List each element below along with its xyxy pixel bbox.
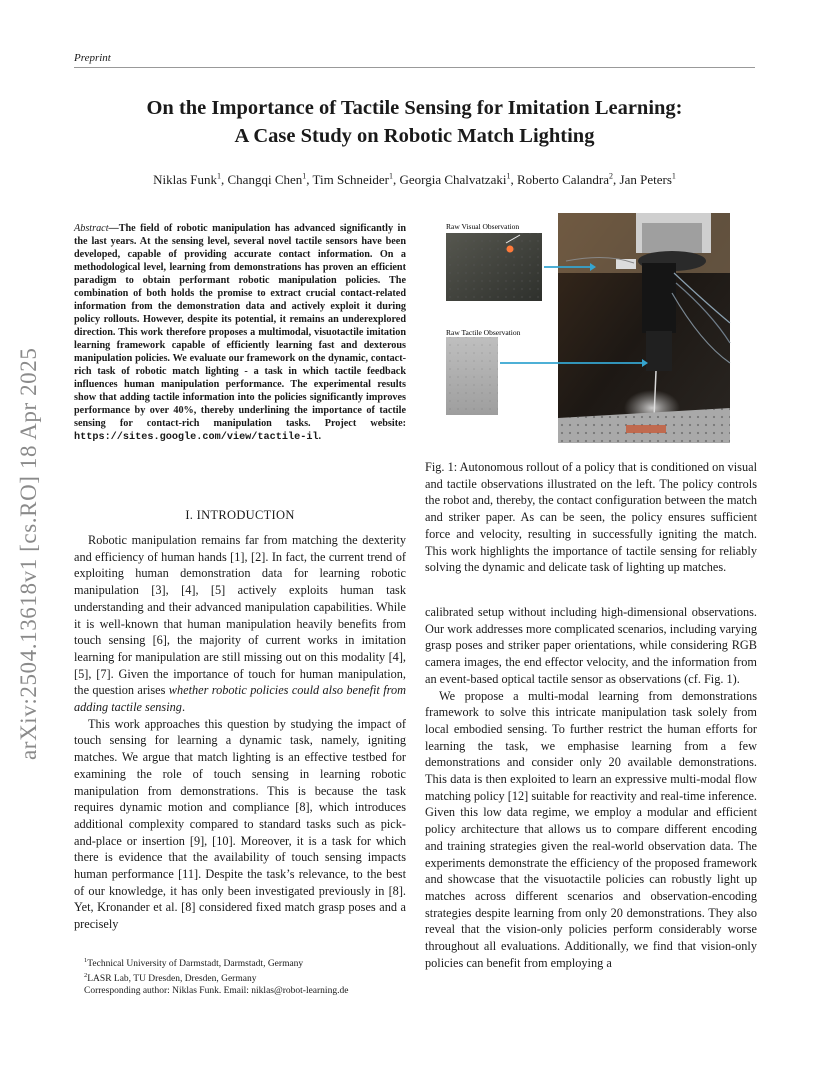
author-2: Changqi Chen$^1$, [227, 172, 313, 188]
figure-1-image [446, 213, 758, 443]
author-6: Jan Peters$^1$ [619, 172, 676, 188]
footnotes [84, 955, 414, 997]
author-5: Roberto Calandra$^2$, [516, 172, 620, 188]
header-rule [74, 67, 755, 68]
author-4: Georgia Chalvatzaki$^1$, [399, 172, 517, 188]
right-paragraph-2: We propose a multi-modal learning from demonstrations framework to solve this intricate manipulation task solely from local embodied sensing. To further restrict the human efforts for learning the task, we emphasise learning from a few demonstrations and consider only 20 available demonstrations. This data is then exploited to learn an expressive multi-modal flow matching policy [12] suitable for reactivity and real-time inference. Given this low data regime, we employ a modular and efficient policy architecture that allows us to compare different encoding and training strategies given the real-world observation data. The experiments demonstrate the efficiency of the proposed framework and showcase that the visuotactile policies can robustly light up matches across different scenarios and observation-encoding strategies despite learning from only 20 demonstrations. They also reveal that the vision-only policies perform considerably worse throughout all evaluations. Additionally, we find that vision-only policies can benefit from employing a [425, 688, 757, 970]
arxiv-identifier: arXiv:2504.13618v1 [cs.RO] 18 Apr 2025 [16, 347, 41, 760]
title-line-1: On the Importance of Tactile Sensing for Imitation Learning: [146, 97, 683, 119]
footnote-corresponding: Corresponding author: Niklas Funk. Email: niklas@robot-learning.de [84, 986, 349, 997]
figure-1-caption: Fig. 1: Autonomous rollout of a policy that is conditioned on visual and tactile observations illustrated on the left. The policy controls the robot and, thereby, the contact configuration between the match and striker paper. As can be seen, the policy ensures sufficient force and velocity, resulting in successfully igniting the match. This work highlights the importance of tactile sensing for reliably solving the dynamic and delicate task of lighting up matches. [425, 460, 757, 575]
author-1: Niklas Funk$^1$, [153, 172, 228, 188]
figure-1 [446, 213, 758, 443]
footnote-1: $^1$Technical University of Darmstadt, Darmstadt, Germany [84, 957, 304, 970]
abstract-text: The field of robotic manipulation has advanced significantly in the last years. At the sensing level, several novel tactile sensors have been developed, capable of providing accurate contact information. On a methodological level, learning from demonstrations has proven an efficient paradigm to obtain performant robotic manipulation policies. The combination of both holds the promise to extract crucial contact-related information from the demonstration data and actively exploit it during policy rollouts. However, despite its potential, it remains an underexplored direction. This work therefore proposes a multimodal, visuotactile imitation learning framework capable of efficiently learning fast and dexterous manipulation policies. We evaluate our framework on the dynamic, contact-rich task of robotic match lighting - a task in which tactile feedback influences human manipulation performance. The experimental results show that adding tactile information into the policies significantly improves performance by over 40%, thereby underlining the importance of tactile sensing for contact-rich manipulation tasks. Project website: [74, 223, 406, 429]
right-column-body [425, 604, 757, 971]
project-website-link[interactable]: https://sites.google.com/view/tactile-il [74, 432, 319, 443]
abstract: Abstract—The field of robotic manipulation has advanced significantly in the last years. At the sensing level, several novel tactile sensors have been developed, capable of providing accurate contact information. On a methodological level, learning from demonstrations has proven an efficient paradigm to obtain performant robotic manipulation policies. The combination of both holds the promise to extract crucial contact-related information from the demonstration data and actively exploit it during policy rollouts. However, despite its potential, it remains an underexplored direction. This work therefore proposes a multimodal, visuotactile imitation learning framework capable of efficiently learning fast and dexterous manipulation policies. We evaluate our framework on the dynamic, contact-rich task of robotic match lighting - a task in which tactile feedback influences human manipulation performance. The experimental results show that adding tactile information into the policies significantly improves performance by over 40%, thereby underlining the importance of tactile sensing for contact-rich manipulation tasks. Project website: https://sites.google.com/view/tactile-il. [74, 223, 406, 443]
title-line-2: A Case Study on Robotic Match Lighting [234, 125, 595, 147]
author-3: Tim Schneider$^1$, [312, 172, 400, 188]
intro-paragraph-2: This work approaches this question by studying the impact of touch sensing for learning a dynamic task, namely, igniting matches. We argue that match lighting is an effective testbed for examining the role of touch sensing in learning robotic manipulation from demonstrations. This is because the task requires dynamic motion and compliance [8], which introduces additional complexity compared to standard tasks such as pick-and-place or insertion [9], [10]. Moreover, it is a task for which there is evidence that the availability of touch sensing impacts human performance [11]. Despite the task’s relevance, to the best of our knowledge, it has only been investigated previously in [8]. Yet, Kronander et al. [8] considered fixed match grasp poses and a precisely [74, 716, 406, 932]
intro-paragraph-1: Robotic manipulation remains far from matching the dexterity and efficiency of human hands [1], [2]. In fact, the current trend of exploiting human demonstration data for learning robotic manipulation [3], [4], [5] actively exploits human task understanding and their advanced manipulation capabilities. While it is well-known that human manipulation heavily benefits from touch sensing [6], the majority of current works in imitation learning for manipulation are still missing out on this modality [4], [5], [7]. Given the importance of touch for human manipulation, the question arises whether robotic policies could also benefit from adding tactile sensing. [74, 533, 406, 715]
right-paragraph-1: calibrated setup without including high-dimensional observations. Our work addresses more complicated scenarios, including varying grasp poses and striker paper orientations, while considering RGB camera images, the end effector velocity, and the information from an event-based optical tactile sensor as observations (cf. Fig. 1). [425, 605, 757, 686]
label-tactile-observation: Raw Tactile Observation [446, 328, 521, 337]
abstract-label: Abstract [74, 223, 109, 234]
section-heading-introduction: I. INTRODUCTION [185, 508, 295, 522]
paper-title [74, 94, 755, 150]
label-visual-observation: Raw Visual Observation [446, 222, 520, 231]
preprint-label: Preprint [74, 52, 111, 64]
introduction-body [74, 532, 406, 933]
footnote-2: $^2$LASR Lab, TU Dresden, Dresden, Germany [84, 972, 257, 985]
author-list [74, 172, 755, 188]
